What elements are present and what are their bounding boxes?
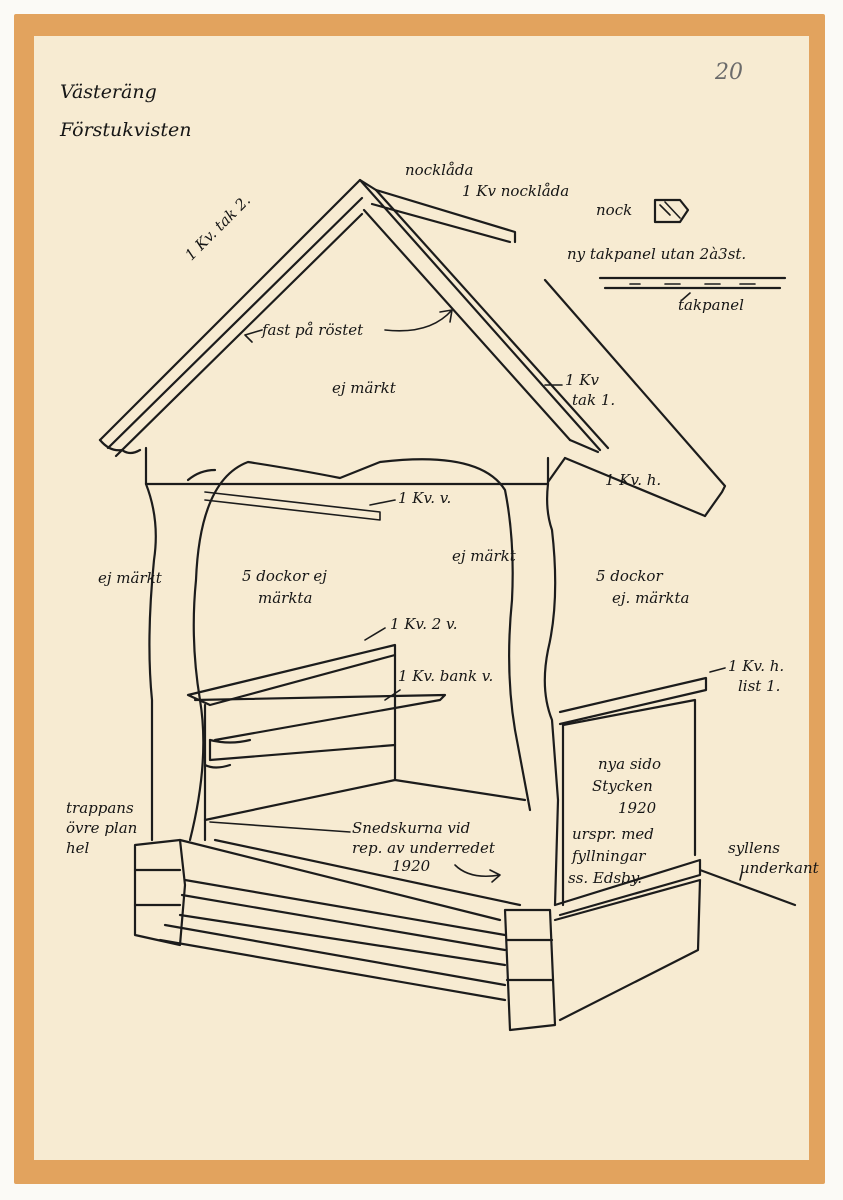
nock-profile-icon bbox=[655, 200, 688, 222]
front-arch-inner bbox=[190, 459, 530, 840]
label-syllens-a: syllens bbox=[728, 839, 781, 857]
left-post-line bbox=[188, 470, 215, 480]
label-trappans-b: övre plan bbox=[66, 819, 138, 837]
label-dockor-right-a: 5 dockor bbox=[596, 567, 663, 585]
label-kv-tak1-a: 1 Kv bbox=[565, 371, 599, 389]
label-ej-markt-mid: ej märkt bbox=[452, 547, 516, 565]
roof-right-slope bbox=[360, 180, 608, 452]
nock-hatch bbox=[660, 202, 680, 218]
roof-left-slope bbox=[100, 180, 376, 456]
front-arch-outer bbox=[146, 484, 156, 840]
label-fast-pa-rostet: fast på röstet bbox=[262, 321, 364, 339]
label-nock: nock bbox=[596, 201, 633, 219]
label-kv-v: 1 Kv. v. bbox=[398, 489, 452, 507]
label-kv-bank-v: 1 Kv. bank v. bbox=[398, 667, 494, 685]
label-nya-sido-b: Stycken bbox=[592, 777, 653, 795]
inner-lintel bbox=[205, 492, 380, 520]
label-dockor-right-b: ej. märkta bbox=[612, 589, 690, 607]
label-kv-h-list-b: list 1. bbox=[738, 677, 781, 695]
label-nya-sido-e: fyllningar bbox=[572, 847, 646, 865]
label-nocklada: nocklåda bbox=[405, 161, 474, 179]
label-nya-sido-c: 1920 bbox=[618, 799, 657, 817]
label-kv-h-roof: 1 Kv. h. bbox=[605, 471, 662, 489]
label-kv-tak1-b: tak 1. bbox=[572, 391, 616, 409]
label-takpanel: takpanel bbox=[678, 296, 744, 314]
label-ej-markt-gable: ej märkt bbox=[332, 379, 396, 397]
label-nya-sido-a: nya sido bbox=[598, 755, 661, 773]
label-syllens-b: underkant bbox=[740, 859, 819, 877]
right-post-outer bbox=[545, 484, 558, 905]
label-nya-sido-d: urspr. med bbox=[572, 825, 654, 843]
sheet-title: Västeräng bbox=[60, 81, 157, 103]
label-ny-takpanel: ny takpanel utan 2à3st. bbox=[567, 245, 747, 263]
label-trappans-a: trappans bbox=[66, 799, 134, 817]
gable-base bbox=[146, 448, 548, 484]
label-snedskurna-c: 1920 bbox=[392, 857, 431, 875]
label-kv-h-list-a: 1 Kv. h. bbox=[728, 657, 785, 675]
label-dockor-left-a: 5 dockor ej bbox=[242, 567, 327, 585]
label-dockor-left-b: märkta bbox=[258, 589, 313, 607]
label-snedskurna-b: rep. av underredet bbox=[352, 839, 495, 857]
label-nocklada-1kv: 1 Kv nocklåda bbox=[462, 182, 570, 200]
label-nya-sido-f: ss. Edsby. bbox=[568, 869, 643, 887]
label-kv-tak2: 1 Kv. tak 2. bbox=[181, 191, 255, 265]
label-snedskurna-a: Snedskurna vid bbox=[352, 819, 471, 837]
sheet-number: 20 bbox=[715, 60, 743, 85]
label-kv-2v: 1 Kv. 2 v. bbox=[390, 615, 458, 633]
sheet-subtitle: Förstukvisten bbox=[60, 119, 192, 141]
label-trappans-c: hel bbox=[66, 839, 90, 857]
label-ej-markt-left: ej märkt bbox=[98, 569, 162, 587]
